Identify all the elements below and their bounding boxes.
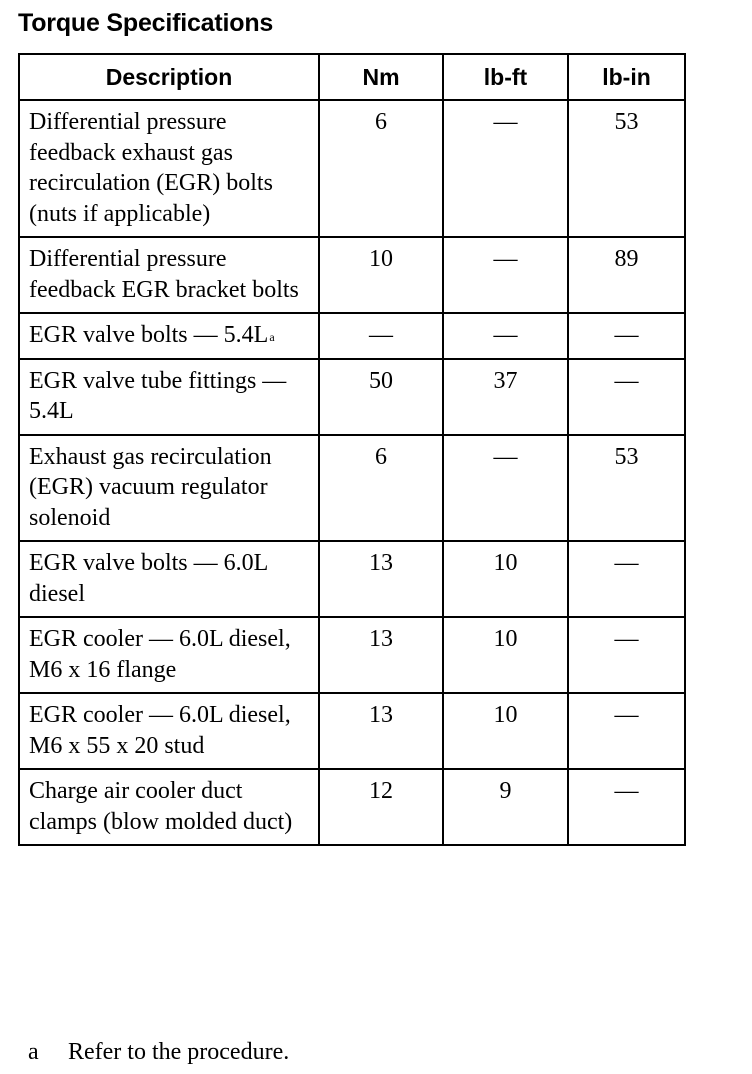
lbin-cell: — — [568, 541, 685, 617]
column-header-nm: Nm — [319, 54, 443, 100]
nm-cell: 6 — [319, 100, 443, 237]
lbft-cell: 10 — [443, 693, 568, 769]
lbft-cell: 10 — [443, 617, 568, 693]
lbin-cell: — — [568, 769, 685, 845]
column-header-lbin: lb-in — [568, 54, 685, 100]
torque-spec-table — [18, 53, 686, 846]
nm-cell: 13 — [319, 617, 443, 693]
lbft-cell: — — [443, 237, 568, 313]
description-text: EGR valve tube fittings — 5.4L — [29, 367, 287, 424]
description-cell — [19, 100, 319, 237]
description-text: Charge air cooler duct clamps (blow molded duct) — [29, 778, 293, 835]
column-header-description: Description — [19, 54, 319, 100]
lbft-cell: — — [443, 435, 568, 542]
nm-cell: 10 — [319, 237, 443, 313]
description-text: EGR valve bolts — 5.4L — [29, 322, 269, 348]
page-title: Torque Specifications — [18, 9, 274, 37]
description-text: Differential pressure feedback exhaust gas recirculation (EGR) bolts (nuts if applicable) — [29, 109, 273, 227]
nm-cell: 50 — [319, 359, 443, 435]
lbin-cell: — — [568, 617, 685, 693]
table-row — [19, 237, 685, 313]
description-cell — [19, 435, 319, 542]
description-cell — [19, 769, 319, 845]
description-text: EGR cooler — 6.0L diesel, M6 x 16 flange — [29, 626, 291, 683]
table-row — [19, 693, 685, 769]
lbft-cell: 37 — [443, 359, 568, 435]
table-header-row — [19, 54, 685, 100]
footnote-text: Refer to the procedure. — [68, 1039, 290, 1065]
description-text: Exhaust gas recirculation (EGR) vacuum regulator solenoid — [29, 443, 272, 531]
table-row — [19, 435, 685, 542]
description-cell — [19, 617, 319, 693]
lbft-cell: — — [443, 100, 568, 237]
table-row — [19, 359, 685, 435]
nm-cell: 13 — [319, 541, 443, 617]
lbin-cell: — — [568, 693, 685, 769]
column-header-lbft: lb-ft — [443, 54, 568, 100]
lbin-cell: 53 — [568, 435, 685, 542]
lbin-cell: 89 — [568, 237, 685, 313]
lbin-cell: 53 — [568, 100, 685, 237]
description-text: EGR cooler — 6.0L diesel, M6 x 55 x 20 stud — [29, 702, 291, 759]
description-cell — [19, 359, 319, 435]
lbft-cell: 9 — [443, 769, 568, 845]
table-row — [19, 769, 685, 845]
table-row — [19, 617, 685, 693]
footnote-mark: a — [28, 1039, 39, 1065]
lbin-cell: — — [568, 313, 685, 359]
table-row — [19, 100, 685, 237]
description-cell — [19, 693, 319, 769]
description-text: EGR valve bolts — 6.0L diesel — [29, 550, 268, 607]
nm-cell: 13 — [319, 693, 443, 769]
table-row — [19, 313, 685, 359]
description-cell — [19, 237, 319, 313]
table-row — [19, 541, 685, 617]
description-cell — [19, 541, 319, 617]
nm-cell: — — [319, 313, 443, 359]
footnote-reference: a — [269, 330, 275, 344]
lbft-cell: — — [443, 313, 568, 359]
nm-cell: 6 — [319, 435, 443, 542]
lbft-cell: 10 — [443, 541, 568, 617]
description-text: Differential pressure feedback EGR bracket bolts — [29, 246, 299, 303]
footnote — [28, 1037, 289, 1067]
nm-cell: 12 — [319, 769, 443, 845]
description-cell — [19, 313, 319, 359]
lbin-cell: — — [568, 359, 685, 435]
